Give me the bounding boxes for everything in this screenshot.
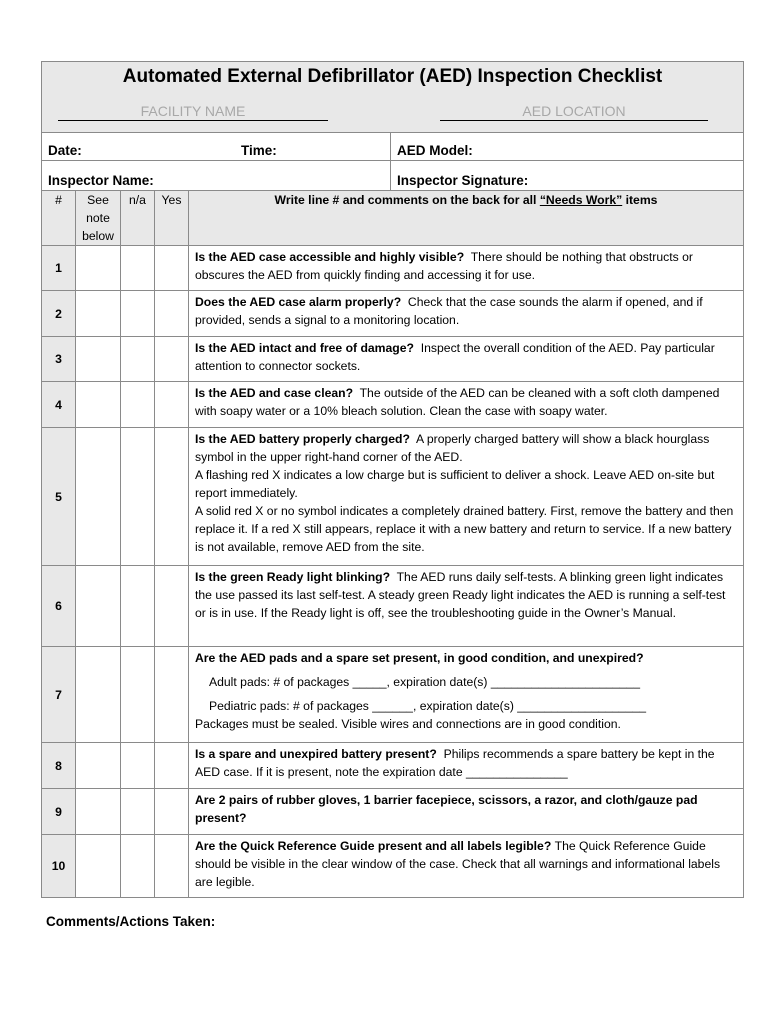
inspection-checklist-table [41,61,744,898]
na-checkbox[interactable] [121,647,155,743]
pediatric-pads-field[interactable]: Pediatric pads: # of packages ______, expiration date(s) ___________________ [209,699,647,713]
table-row [42,789,744,835]
table-row [42,647,744,743]
na-checkbox[interactable] [121,428,155,566]
see-note-checkbox[interactable] [76,428,121,566]
see-note-checkbox[interactable] [76,743,121,789]
item-question: Is the green Ready light blinking? [195,570,391,584]
yes-checkbox[interactable] [155,246,189,291]
item-description [189,789,744,835]
item-text: The outside of the AED can be cleaned with a soft cloth dampened with soapy water or a 10% bleach solution. Clean the case with soapy water. [195,386,720,418]
item-description [189,566,744,647]
yes-checkbox[interactable] [155,647,189,743]
na-checkbox[interactable] [121,246,155,291]
item-question: Is the AED and case clean? [195,386,354,400]
item-text: Philips recommends a spare battery be kept in the AED case. If it is present, note the expiration date _______________ [195,747,715,779]
see-note-checkbox[interactable] [76,337,121,382]
yes-checkbox[interactable] [155,835,189,898]
see-note-checkbox[interactable] [76,291,121,337]
see-note-checkbox[interactable] [76,382,121,428]
table-row [42,743,744,789]
col-see-note-label: See note below [82,193,114,243]
na-checkbox[interactable] [121,789,155,835]
item-question: Are the AED pads and a spare set present, in good condition, and unexpired? [195,651,644,665]
adult-pads-field[interactable]: Adult pads: # of packages _____, expiration date(s) ______________________ [209,675,640,689]
row-number: 7 [42,647,76,743]
yes-checkbox[interactable] [155,566,189,647]
instruction-suffix: items [622,193,658,207]
document-title: Automated External Defibrillator (AED) Inspection Checklist [122,66,663,87]
table-row [42,246,744,291]
instruction-header [189,191,744,246]
item-description [189,428,744,566]
inspector-name-label: Inspector Name: [48,173,154,188]
item-text: Inspect the overall condition of the AED. Pay particular attention to connector sockets. [195,341,715,373]
table-row [42,337,744,382]
item-question: Is the AED battery properly charged? [195,432,410,446]
see-note-checkbox[interactable] [76,835,121,898]
row-number: 3 [42,337,76,382]
na-checkbox[interactable] [121,835,155,898]
see-note-checkbox[interactable] [76,566,121,647]
item-description [189,291,744,337]
date-label: Date: [48,143,82,158]
na-checkbox[interactable] [121,382,155,428]
col-header-na [121,191,155,246]
na-checkbox[interactable] [121,291,155,337]
inspector-signature-cell[interactable] [391,161,744,191]
item-question: Are the Quick Reference Guide present and all labels legible? [195,839,552,853]
table-row [42,428,744,566]
item-description [189,835,744,898]
yes-checkbox[interactable] [155,382,189,428]
col-header-see-note [76,191,121,246]
table-row [42,566,744,647]
na-checkbox[interactable] [121,566,155,647]
col-number-label: # [55,193,62,207]
item-question: Is the AED intact and free of damage? [195,341,414,355]
item-question: Are 2 pairs of rubber gloves, 1 barrier facepiece, scissors, a razor, and cloth/gauze pad present? [195,793,698,825]
col-header-yes [155,191,189,246]
row-number: 8 [42,743,76,789]
header-block [42,62,744,133]
row-number: 9 [42,789,76,835]
item-text: The Quick Reference Guide should be visible in the clear window of the case. Check that all warnings and informational labels are legible. [195,839,721,889]
yes-checkbox[interactable] [155,428,189,566]
item-question: Is the AED case accessible and highly visible? [195,250,465,264]
item-description [189,246,744,291]
col-header-number [42,191,76,246]
see-note-checkbox[interactable] [76,647,121,743]
item-description [189,743,744,789]
yes-checkbox[interactable] [155,789,189,835]
item-extra-text: A flashing red X indicates a low charge but is sufficient to deliver a shock. Leave AED on-site but report immediately. [195,468,715,500]
item-description [189,647,744,743]
item-text: There should be nothing that obstructs or obscures the AED from quickly finding and accessing it for use. [195,250,693,282]
inspector-name-cell[interactable] [42,161,391,191]
item-extra-text: A solid red X or no symbol indicates a completely drained battery. First, remove the battery and then replace it. If a red X still appears, replace it with a new battery and return to service. If a new battery is not available, remove AED from the site. [195,504,734,554]
row-number: 1 [42,246,76,291]
na-checkbox[interactable] [121,337,155,382]
aed-model-cell[interactable] [391,133,744,161]
row-number: 5 [42,428,76,566]
item-note: Packages must be sealed. Visible wires and connections are in good condition. [195,717,621,731]
item-question: Is a spare and unexpired battery present? [195,747,437,761]
row-number: 10 [42,835,76,898]
item-text: Check that the case sounds the alarm if opened, and if provided, sends a signal to a monitoring location. [195,295,703,327]
needs-work-text: “Needs Work” [539,193,623,207]
aed-model-label: AED Model: [397,143,473,158]
facility-name-field[interactable]: FACILITY NAME [58,102,328,121]
yes-checkbox[interactable] [155,743,189,789]
row-number: 4 [42,382,76,428]
date-time-cell[interactable] [42,133,391,161]
time-label: Time: [241,143,277,158]
col-yes-label: Yes [161,193,182,207]
aed-location-field[interactable]: AED LOCATION [440,102,708,121]
comments-label: Comments/Actions Taken: [46,914,216,929]
instruction-text: Write line # and comments on the back for all [274,193,540,207]
item-description [189,337,744,382]
table-row [42,382,744,428]
item-text: A properly charged battery will show a black hourglass symbol in the upper right-hand corner of the AED. [195,432,710,464]
table-row [42,291,744,337]
see-note-checkbox[interactable] [76,246,121,291]
item-description [189,382,744,428]
yes-checkbox[interactable] [155,291,189,337]
row-number: 6 [42,566,76,647]
table-row [42,835,744,898]
inspector-signature-label: Inspector Signature: [397,173,529,188]
item-question: Does the AED case alarm properly? [195,295,402,309]
item-text: The AED runs daily self-tests. A blinking green light indicates the use passed its last self-test. A steady green Ready light indicates the AED is running a self-test or is in use. If the Ready light is off, see the troubleshooting guide in the Owner’s Manual. [195,570,726,620]
col-na-label: n/a [129,193,146,207]
na-checkbox[interactable] [121,743,155,789]
row-number: 2 [42,291,76,337]
yes-checkbox[interactable] [155,337,189,382]
see-note-checkbox[interactable] [76,789,121,835]
